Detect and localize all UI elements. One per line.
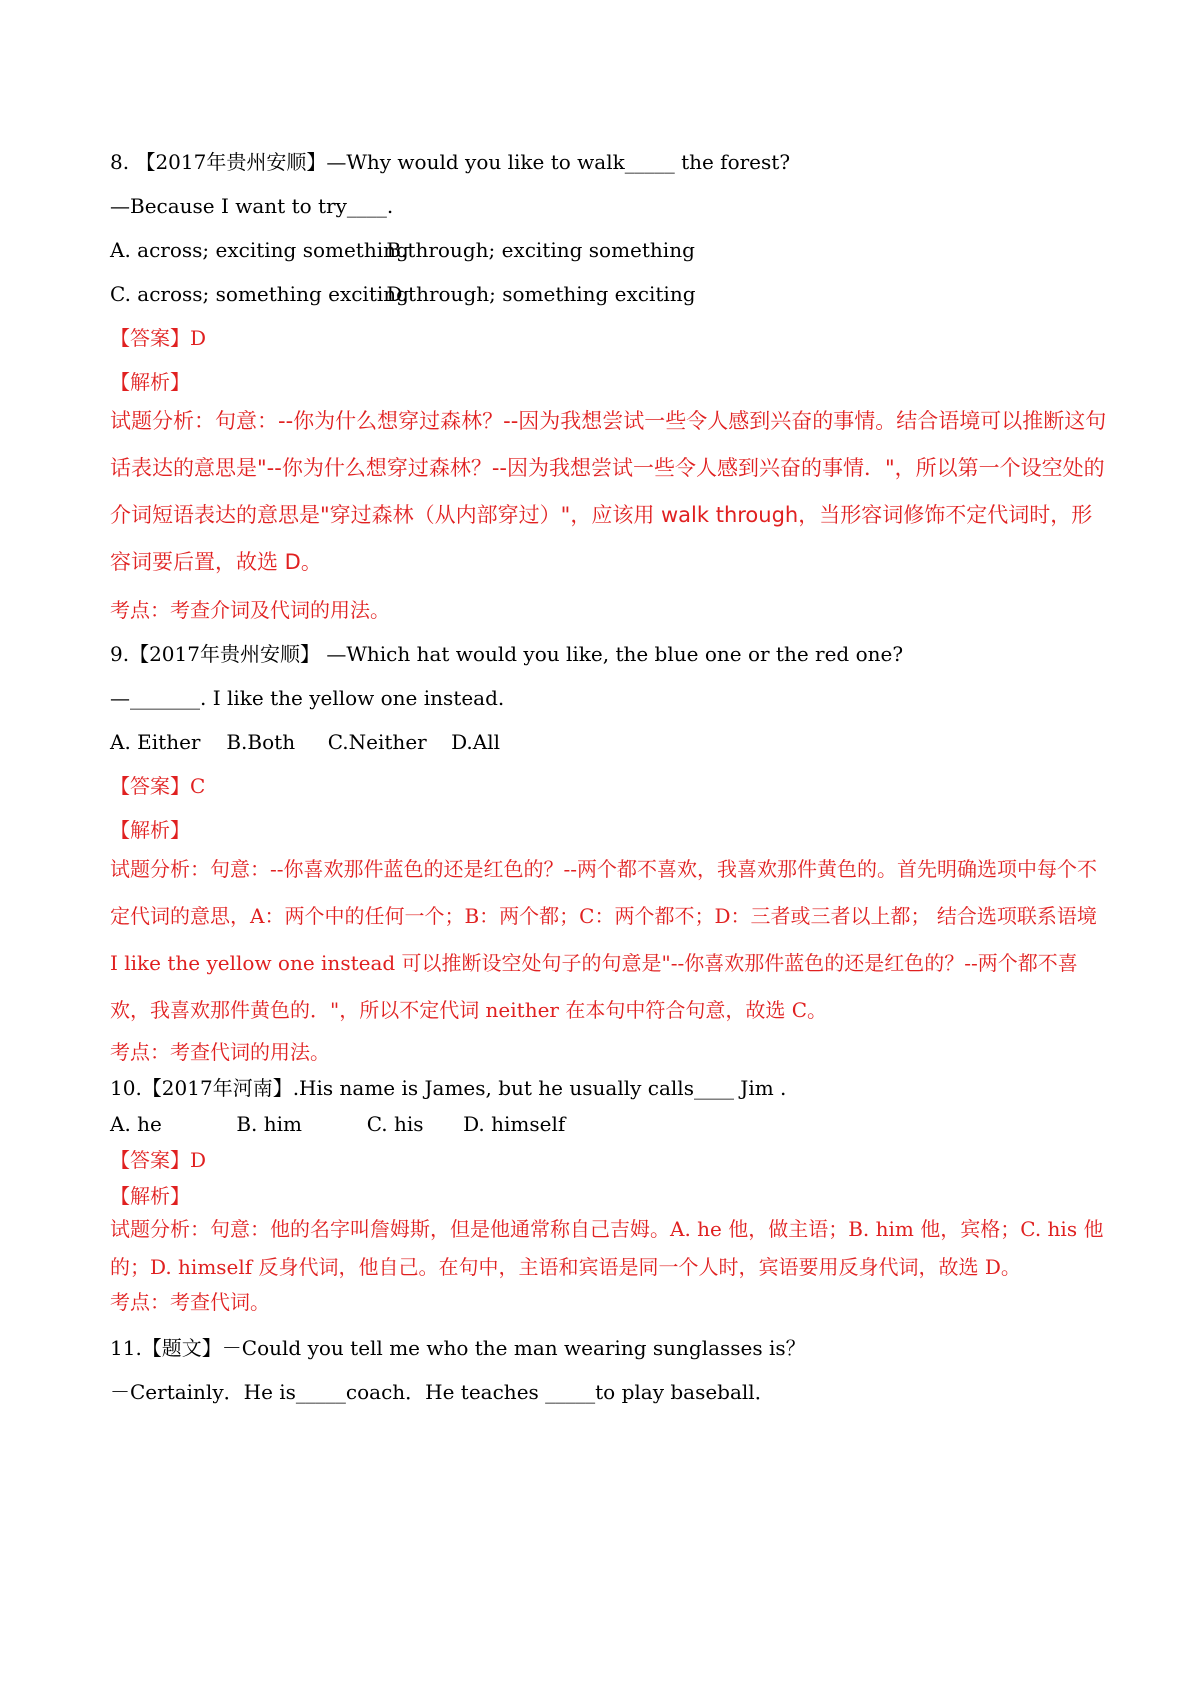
- q9-kaodian: 考点：考查代词的用法。: [110, 1040, 330, 1064]
- q10-stem: 10.【2017年河南】.His name is James, but he usually calls____ Jim .: [110, 1076, 787, 1100]
- q10-analysis-label: 【解析】: [110, 1184, 190, 1208]
- q9-options: [110, 730, 1110, 754]
- q9-answer: 【答案】C: [110, 774, 206, 798]
- q11-stem: 11.【题文】－Could you tell me who the man wearing sunglasses is？: [110, 1336, 806, 1360]
- q9-stem-reply: —_______. I like the yellow one instead.: [110, 686, 505, 710]
- q9-analysis-label: 【解析】: [110, 818, 190, 842]
- q9-option-c: C.Neither: [327, 730, 427, 754]
- q8-option-c: C. across; something exciting: [110, 282, 409, 306]
- q8-stem-reply: —Because I want to try____.: [110, 194, 394, 218]
- q8-option-a: A. across; exciting something: [110, 238, 409, 262]
- document-page: [110, 150, 1110, 1424]
- q10-answer: 【答案】D: [110, 1148, 207, 1172]
- q8-stem: 8. 【2017年贵州安顺】—Why would you like to walk_____ the forest?: [110, 150, 791, 174]
- q8-analysis-label: 【解析】: [110, 370, 190, 394]
- q10-option-a: A. he: [110, 1112, 162, 1136]
- q8-options-row1: [110, 238, 1110, 262]
- q9-option-b: B.Both: [226, 730, 296, 754]
- q8-kaodian: 考点：考查介词及代词的用法。: [110, 598, 390, 622]
- q10-option-b: B. him: [236, 1112, 303, 1136]
- q8-option-b: B.through; exciting something: [386, 238, 695, 262]
- q8-answer: 【答案】D: [110, 326, 207, 350]
- q10-option-d: D. himself: [463, 1112, 566, 1136]
- q8-analysis: 试题分析：句意：--你为什么想穿过森林？--因为我想尝试一些令人感到兴奋的事情。结合语境可以推断这句话表达的意思是"--你为什么想穿过森林？--因为我想尝试一些令人感到兴奋的事情．"，所以第一个设空处的介词短语表达的意思是"穿过森林（从内部穿过）"，应该用 walk through，当形容词修饰不定代词时，形容词要后置，故选 D。: [110, 409, 1107, 574]
- q10-options: [110, 1112, 1110, 1136]
- q9-stem: 9.【2017年贵州安顺】 —Which hat would you like, the blue one or the red one?: [110, 642, 904, 666]
- q8-options-row2: [110, 282, 1110, 306]
- q9-analysis: 试题分析：句意：--你喜欢那件蓝色的还是红色的？--两个都不喜欢，我喜欢那件黄色的。首先明确选项中每个不定代词的意思，A：两个中的任何一个；B：两个都；C：两个都不；D：三者或三者以上都； 结合选项联系语境 I like the yellow one instead 可以推断设空处句子的句意是"--你喜欢那件蓝色的还是红色的？--两个都不喜欢，我喜欢那件黄色的．"，所以不定代词 neither 在本句中符合句意，故选 C。: [110, 857, 1098, 1022]
- q9-option-d: D.All: [451, 730, 500, 754]
- q11-stem-reply: －Certainly．He is_____coach．He teaches _____to play baseball．: [110, 1380, 775, 1404]
- q8-option-d: D.through; something exciting: [386, 282, 696, 306]
- q10-analysis: 试题分析：句意：他的名字叫詹姆斯，但是他通常称自己吉姆。A. he 他，做主语；B. him 他，宾格；C. his 他的；D. himself 反身代词，他自己。在句中，主语和宾语是同一个人时，宾语要用反身代词，故选 D。: [110, 1217, 1104, 1279]
- q10-kaodian: 考点：考查代词。: [110, 1290, 270, 1314]
- q10-option-c: C. his: [366, 1112, 424, 1136]
- q9-option-a: A. Either: [110, 730, 201, 754]
